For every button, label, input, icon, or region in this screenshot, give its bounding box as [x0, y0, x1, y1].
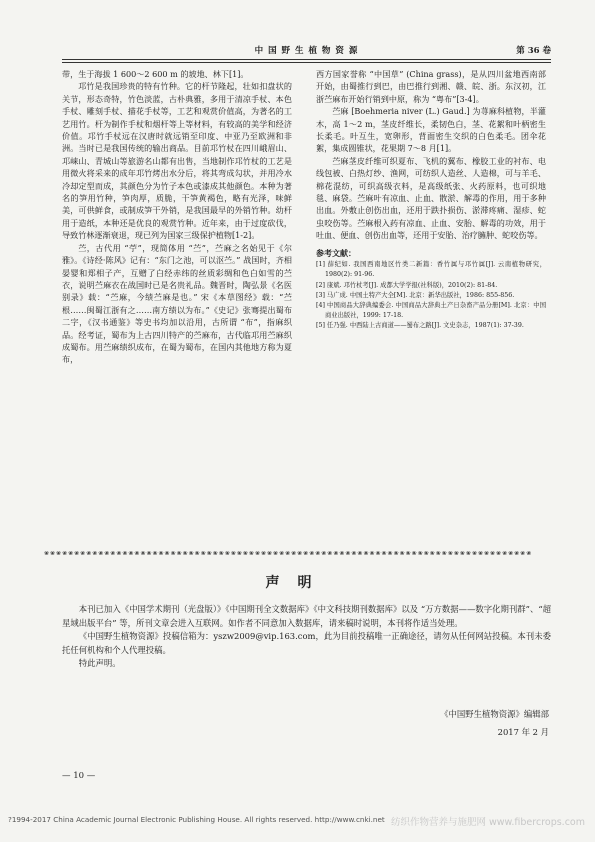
journal-title: 中 国 野 生 植 物 资 源: [254, 46, 359, 56]
declaration-title: 声明: [265, 575, 330, 591]
signature-date: 2017 年 2 月: [497, 727, 549, 737]
declaration-body: [62, 603, 551, 671]
reference-item: [4] 中国商品大辞典编委会. 中国商品大辞典土产日杂畜产品分册[M]. 北京：中国商业出版社，1999: 17-18.: [316, 301, 546, 320]
volume-number: 第 36 卷: [516, 46, 551, 56]
body-paragraph: 苎麻茎皮纤维可织夏布、飞机的翼布、橡胶工业的衬布、电线包被、白热灯纱、渔网，可纺织人造丝、人造棉，可与羊毛、棉花混纺，可织高级衣料，是高级纸张、火药原料，也可织地毯、麻袋。苎麻叶有凉血、止血、散淤、解毒的作用，用于多种出血。外敷止创伤出血，还用于跌扑损伤、淤滞疼痛、湿疹、蛇虫咬伤等。苎麻根入药有凉血、止血、安胎、解毒的功效，用于吐血、便血、创伤出血等，还用于安胎、治疗臃肿、蛇咬伤等。: [316, 155, 546, 241]
header-rule: [62, 59, 551, 60]
decorative-divider: ❀❀❀❀❀❀❀❀❀❀❀❀❀❀❀❀❀❀❀❀❀❀❀❀❀❀❀❀❀❀❀❀❀❀❀❀❀❀❀❀❀❀❀❀❀❀❀❀❀❀❀❀❀❀❀❀❀❀❀❀❀❀❀❀❀❀❀❀❀❀❀❀❀❀❀❀❀❀❀❀❀: [44, 551, 533, 557]
body-paragraph: 苎麻 [Boehmeria niver (L.) Gaud.] 为荨麻科植物，半灌木，高 1～2 m，茎皮纤维长，柔韧色白，茎、花絮和叶柄密生长柔毛。叶互生，宽卵形，背面密生交织的白色柔毛。团伞花絮，集成圆锥状，花果期 7～8 月[1]。: [316, 106, 546, 154]
declaration-paragraph: 本刊已加入《中国学术期刊（光盘版）》《中国期刊全文数据库》《中文科技期刊数据库》以及 “万方数据——数字化期刊群”、“超星域出版平台” 等，所刊文章会进入互联网。如作者不同意加入数据库，请来稿时说明，本刊将作适当处理。: [62, 604, 551, 628]
references-heading: 参考文献：: [316, 248, 356, 258]
body-paragraph: 邛竹是我国珍贵的特有竹种。它的杆节隆起，壮如扣盘状的关节，形态奇特，竹色淡蓝，古朴典雅，多用于清凉手杖、本色手杖、雕刻手杖、描花手杖等，工艺和观赏价值高，为著名的工艺用竹。杆为制作手杖和烟杆等上等材料，有较高的美学和经济价值。邛竹手杖远在汉唐时就远销至印度、中亚乃至欧洲和非洲。当时已是我国传统的输出商品。目前邛竹杖在四川峨眉山、邛崃山、青城山等旅游名山都有出售，当地制作邛竹杖的工艺是用微火将采来的成年邛竹烤出水分后，将其弯成勾状，并用冷水冷却定型而成，其颜色分为竹子本色或漆成其他颜色。本种为著名的笋用竹种，笋肉厚，质脆，干笋黄褐色，略有光泽，味鲜美，可供鲜食，或制成笋干外销，是我国最早的外销竹种。幼杆用于造纸，本种还是优良的观赏竹种。近年来，由于过度砍伐，导致竹林逐渐衰退，现已列为国家三级保护植物[1-2]。: [62, 81, 292, 241]
body-paragraph: 带，生于海拔 1 600～2 600 m 的坡地、林下[1]。: [62, 69, 249, 79]
left-column: [62, 68, 292, 366]
copyright-footer: ?1994-2017 China Academic Journal Electronic Publishing House. All rights reserved. http://www.cnki.net: [8, 815, 385, 824]
body-paragraph: 苎，古代用 “苧”，现简体用 “苎”，苎麻之名始见于《尔雅》。《诗经·陈风》记有：“东门之池，可以沤苎。” 战国时，齐相晏婴和郑相子产，互赠了白经赤纬的丝质彩绸和色白如雪的苎衣，说明苎麻衣在战国时已是名贵礼品。魏晋时，陶弘景《名医别录》载：“苎麻，今绩苎麻是也。” 宋《本草图经》载：“苎根……闽蜀江浙有之……南方绩以为布。”《史记》张骞提出蜀布二字，《汉书通鉴》等史书均加以沿用，古所谓 “布”，指麻织品。经考证，蜀布为上古四川特产的苎麻布，古代临邛用苎麻织成蜀布。用苎麻绩织成布，在蜀为蜀布，在国内其他地方称为夏布，: [62, 242, 292, 365]
header-rule-thin: [62, 62, 551, 63]
reference-item: [1] 薛纪如. 我国西南地区竹类二新篇：香竹属与邛竹属[J]. 云南植物研究，1980(2): 91-96.: [316, 261, 546, 279]
body-paragraph: 西方国家誉称 “中国草” (China grass)，是从四川盆地西南部开始，由蜀推行到巴，由巴推行到湘、赣、皖、浙。东汉初，江浙苎麻布开始行销到中原，称为 “粤布”[3-4]。: [316, 69, 546, 104]
running-header: [62, 44, 551, 58]
declaration-paragraph: 《中国野生植物资源》投稿信箱为：yszw2009@vip.163.com，此为目前投稿唯一正确途径，请勿从任何网站投稿。本刊未委托任何机构和个人代理投稿。: [62, 631, 551, 655]
page-number: — 10 —: [62, 771, 96, 781]
site-watermark: 纺织作物营养与施肥网 www.fibercrops.com: [390, 817, 585, 828]
right-column: [316, 68, 546, 332]
reference-item: [2] 康斌. 邛竹杖考[J]. 成都大学学报(社科版)，2010(2): 81-84.: [316, 281, 498, 289]
declaration-paragraph: 特此声明。: [78, 658, 121, 669]
reference-item: [3] 马广成. 中国土特产大全[M]. 北京：新华出版社，1986: 855-856.: [316, 291, 515, 299]
reference-item: [5] 任乃强. 中西陆上古商道——蜀布之路[J]. 文史杂志，1987(1): 37-39.: [316, 322, 524, 330]
signature-org: 《中国野生植物资源》编辑部: [440, 709, 549, 719]
